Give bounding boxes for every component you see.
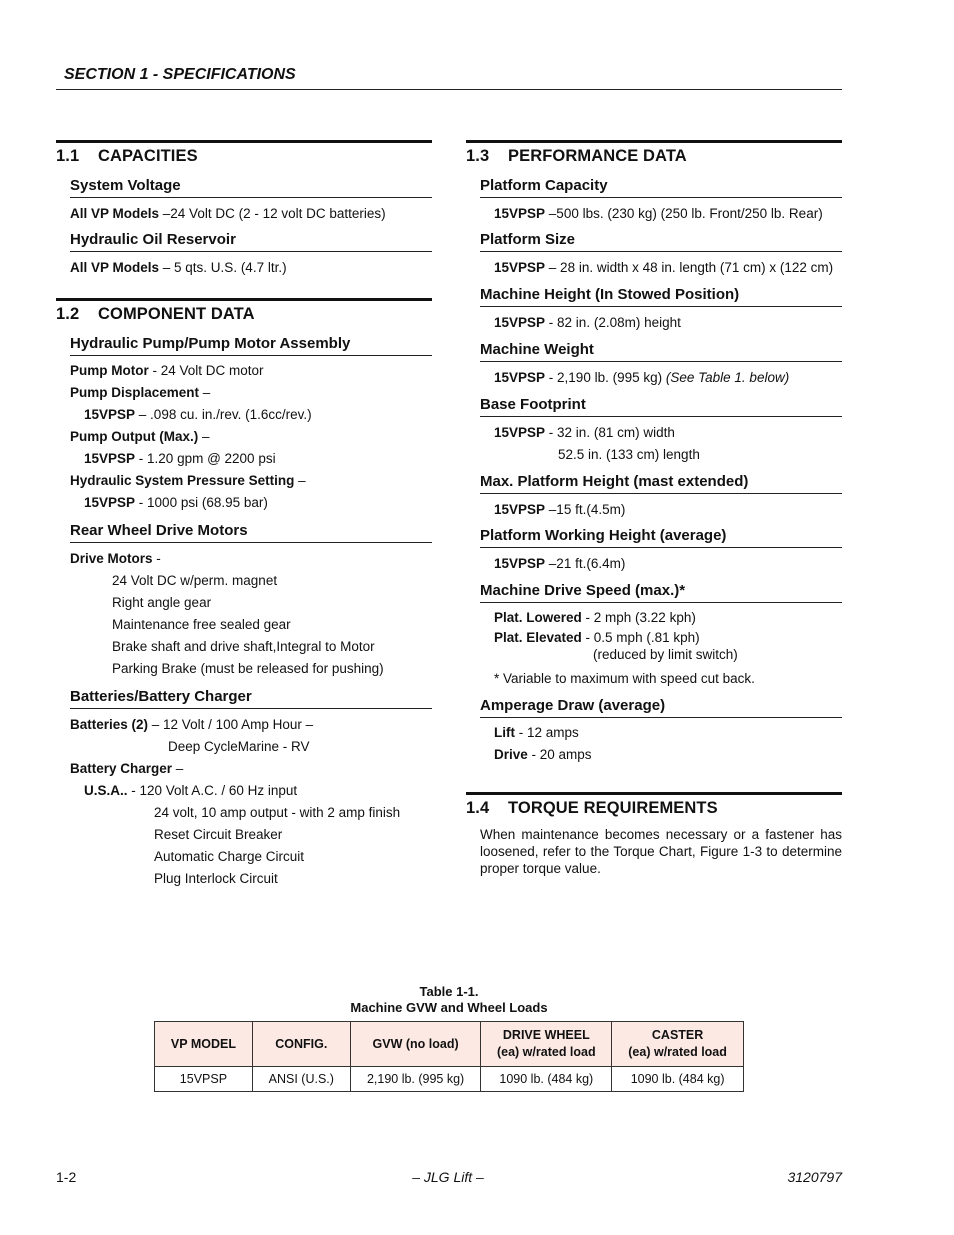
machine-weight-line: 15VPSP - 2,190 lb. (995 kg) (See Table 1. below) <box>494 370 790 385</box>
subhead-amperage-draw: Amperage Draw (average) <box>480 697 842 718</box>
right-column <box>466 140 842 877</box>
page-number: 1-2 <box>56 1169 77 1185</box>
subhead-platform-capacity: Platform Capacity <box>480 177 842 198</box>
document-number: 3120797 <box>787 1169 842 1185</box>
table-cell: 1090 lb. (484 kg) <box>612 1067 744 1092</box>
list-item: Maintenance free sealed gear <box>112 617 291 632</box>
charger-line: Battery Charger – <box>70 761 184 776</box>
speed-lowered-line: Plat. Lowered - 2 mph (3.22 kph) <box>494 610 696 625</box>
column-header: VP MODEL <box>155 1022 253 1067</box>
drive-motors-line: Drive Motors - <box>70 551 161 566</box>
subhead-machine-weight: Machine Weight <box>480 341 842 362</box>
amperage-drive-line: Drive - 20 amps <box>494 747 592 762</box>
pump-output-value: 15VPSP - 1.20 gpm @ 2200 psi <box>84 451 276 466</box>
subhead-batteries: Batteries/Battery Charger <box>70 688 432 709</box>
table-cell: ANSI (U.S.) <box>252 1067 350 1092</box>
section-heading-capacities: 1.1 CAPACITIES <box>56 147 198 165</box>
subhead-machine-height: Machine Height (In Stowed Position) <box>480 286 842 307</box>
left-column <box>56 140 432 890</box>
section-rule <box>56 140 432 143</box>
list-item: Plug Interlock Circuit <box>154 871 278 886</box>
section-rule <box>56 298 432 301</box>
table-caption-title: Machine GVW and Wheel Loads <box>350 1000 548 1015</box>
list-item: Right angle gear <box>112 595 212 610</box>
section-heading-component-data: 1.2 COMPONENT DATA <box>56 305 255 323</box>
system-voltage-line: All VP Models –24 Volt DC (2 - 12 volt DC batteries) <box>70 206 386 221</box>
drive-motor-list <box>56 548 432 680</box>
subhead-hydraulic-pump: Hydraulic Pump/Pump Motor Assembly <box>70 335 432 356</box>
hydraulic-oil-line: All VP Models – 5 qts. U.S. (4.7 ltr.) <box>70 260 287 275</box>
footprint-line-2: 52.5 in. (133 cm) length <box>558 447 700 462</box>
battery-spec-list <box>56 714 432 890</box>
drive-speed-list <box>466 607 842 690</box>
working-height-line: 15VPSP –21 ft.(6.4m) <box>494 556 626 571</box>
section-heading-performance-data: 1.3 PERFORMANCE DATA <box>466 147 687 165</box>
footprint-line: 15VPSP - 32 in. (81 cm) width <box>494 425 675 440</box>
platform-size-line: 15VPSP – 28 in. width x 48 in. length (71 cm) x (122 cm) <box>494 260 834 275</box>
charger-usa-line: U.S.A.. - 120 Volt A.C. / 60 Hz input <box>84 783 298 798</box>
table-cell: 15VPSP <box>155 1067 253 1092</box>
batteries-line: Batteries (2) – 12 Volt / 100 Amp Hour – <box>70 717 314 732</box>
column-header: DRIVE WHEEL (ea) w/rated load <box>481 1022 612 1067</box>
list-item: Brake shaft and drive shaft,Integral to Motor <box>112 639 375 654</box>
list-item: Automatic Charge Circuit <box>154 849 305 864</box>
section-rule <box>466 140 842 143</box>
list-item: Parking Brake (must be released for pushing) <box>112 661 384 676</box>
torque-paragraph: When maintenance becomes necessary or a fastener has loosened, refer to the Torque Chart, Figure 1-3 to determine proper torque value. <box>480 827 842 876</box>
speed-elevated-note: (reduced by limit switch) <box>593 647 738 662</box>
footer-center: – JLG Lift – <box>412 1169 484 1185</box>
batteries-line-2: Deep CycleMarine - RV <box>168 739 310 754</box>
subhead-system-voltage: System Voltage <box>70 177 432 198</box>
subhead-max-platform-height: Max. Platform Height (mast extended) <box>480 473 842 494</box>
pump-displacement-line: Pump Displacement – <box>70 385 211 400</box>
table-header-row <box>155 1022 744 1067</box>
amperage-list <box>466 722 842 766</box>
column-header: CASTER (ea) w/rated load <box>612 1022 744 1067</box>
table-row <box>155 1067 744 1092</box>
section-header: SECTION 1 - SPECIFICATIONS <box>64 66 296 83</box>
platform-capacity-line: 15VPSP –500 lbs. (230 kg) (250 lb. Front/250 lb. Rear) <box>494 206 823 221</box>
table-caption-number: Table 1-1. <box>419 984 479 999</box>
pump-output-line: Pump Output (Max.) – <box>70 429 210 444</box>
machine-height-line: 15VPSP - 82 in. (2.08m) height <box>494 315 681 330</box>
subhead-platform-size: Platform Size <box>480 231 842 252</box>
subhead-working-height: Platform Working Height (average) <box>480 527 842 548</box>
column-header: GVW (no load) <box>350 1022 481 1067</box>
pressure-setting-line: Hydraulic System Pressure Setting – <box>70 473 306 488</box>
list-item: 24 Volt DC w/perm. magnet <box>112 573 278 588</box>
section-rule <box>466 792 842 795</box>
speed-elevated-line: Plat. Elevated - 0.5 mph (.81 kph) <box>494 630 700 645</box>
pressure-setting-value: 15VPSP - 1000 psi (68.95 bar) <box>84 495 268 510</box>
table-cell: 1090 lb. (484 kg) <box>481 1067 612 1092</box>
column-header: CONFIG. <box>252 1022 350 1067</box>
section-heading-torque: 1.4 TORQUE REQUIREMENTS <box>466 799 718 817</box>
subhead-hydraulic-oil: Hydraulic Oil Reservoir <box>70 231 432 252</box>
subhead-drive-speed: Machine Drive Speed (max.)* <box>480 582 842 603</box>
pump-displacement-value: 15VPSP – .098 cu. in./rev. (1.6cc/rev.) <box>84 407 312 422</box>
table-cell: 2,190 lb. (995 kg) <box>350 1067 481 1092</box>
amperage-lift-line: Lift - 12 amps <box>494 725 579 740</box>
list-item: Reset Circuit Breaker <box>154 827 283 842</box>
max-height-line: 15VPSP –15 ft.(4.5m) <box>494 502 626 517</box>
subhead-rear-wheel-drive: Rear Wheel Drive Motors <box>70 522 432 543</box>
list-item: 24 volt, 10 amp output - with 2 amp finish <box>154 805 401 820</box>
header-rule <box>56 89 842 90</box>
pump-motor-line: Pump Motor - 24 Volt DC motor <box>70 363 264 378</box>
speed-footnote: * Variable to maximum with speed cut back. <box>494 671 755 686</box>
gvw-table <box>154 1021 744 1092</box>
subhead-base-footprint: Base Footprint <box>480 396 842 417</box>
pump-spec-list <box>56 360 432 514</box>
